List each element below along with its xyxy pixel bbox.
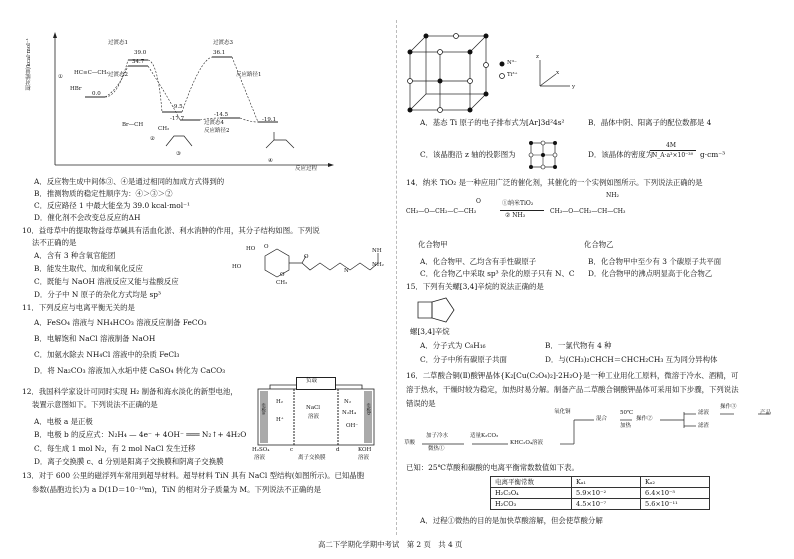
species-4-structure [262, 128, 302, 152]
electrode-b: 电极b [365, 403, 371, 415]
process-flow [404, 404, 784, 460]
membrane-d: d [336, 447, 340, 453]
h2so4-label: H₂SO₄ [252, 447, 270, 453]
species-1: HC≡C—CH₃ [74, 70, 109, 76]
q13-option-a: A．基态 Ti 原子的电子排布式为[Ar]3d²4s² [420, 118, 565, 127]
q14-name-a: 化合物甲 [418, 240, 448, 249]
path1-label: 反应路径1 [236, 72, 262, 78]
path2-label: 反应路径2 [204, 128, 230, 134]
reaction-arrow [500, 210, 544, 211]
legend-n-marker [498, 60, 506, 68]
species-3-structure [162, 128, 202, 152]
species-3-num: ③ [176, 151, 181, 157]
cell-diagram [250, 377, 382, 463]
legend-ti: Ti³⁺ [507, 72, 518, 78]
flow-residue: 滤渣 [698, 423, 710, 429]
table-header: Kₐ₁ [572, 477, 641, 488]
spiro-octane-structure [414, 296, 464, 326]
q10-o-3: O [304, 254, 309, 260]
q10-o-1: O [264, 244, 269, 250]
q9-option-a: A．反应物生成中间体③、④是通过相同的加成方式得到的 [34, 177, 225, 186]
q10-option-c: C．既能与 NaOH 溶液反应又能与盐酸反应 [34, 277, 179, 286]
q12-stem: 12．我国科学家设计可同时实现 H₂ 制备和海水淡化的新型电池， [22, 387, 238, 396]
nacl-sol-label: 溶液 [308, 414, 320, 420]
q13-stem: 13．对于 600 公里的磁浮列车常用到超导材料。超导材料 TiN 具有 NaCl 型结构(如图所示)。已知晶胞 [22, 471, 365, 480]
q14-name-b: 化合物乙 [584, 240, 614, 249]
q16-stem: 16．二草酸合铜(Ⅱ)酸钾晶体{K₂[Cu(C₂O₄)₂]·2H₂O}是一种工业用化工原料，微溶于冷水、酒精，可 [406, 371, 739, 380]
q14-stem: 14．纳米 TiO₂ 是一种应用广泛的催化剂，其催化的一个实例如图所示。下列说法正确的是 [406, 178, 703, 187]
q13-stem-2: 参数(晶胞边长)为 a D(1D＝10⁻¹⁰m)，TiN 的相对分子质量为 M。下列说法不正确的是 [32, 485, 322, 494]
nacl-label: NaCl [306, 405, 321, 411]
species-2-formula: Br—CH [122, 122, 144, 128]
axis-z: z [536, 54, 539, 60]
q10-molecule-structure [240, 238, 390, 293]
q11-option-c: C．加氨水除去 NH₄Cl 溶液中的杂质 FeCl₃ [34, 350, 180, 359]
q10-ho-2: HO [232, 264, 242, 270]
q10-option-b: B．能发生取代、加成和氧化反应 [34, 264, 143, 273]
q15-stem: 15．下列有关螺[3,4]辛烷的说法正确的是 [406, 282, 544, 291]
q13-option-c: C．该晶胞沿 z 轴的投影图为 [420, 150, 516, 159]
q12-option-c: C．每生成 1 mol N₂，有 2 mol NaCl 发生迁移 [34, 444, 196, 453]
level-36: 36.1 [213, 50, 226, 56]
page-footer: 高二下学期化学期中考试 第 2 页 共 4 页 [318, 540, 463, 549]
species-4-num: ④ [268, 158, 273, 164]
h2so4-sol: 溶液 [254, 455, 266, 461]
flow-water: 加子冷水 [426, 433, 449, 439]
q11-option-a: A．FeSO₄ 溶液与 NH₄HCO₃ 溶液反应制备 FeCO₃ [34, 318, 207, 327]
table-cell: 6.4×10⁻⁵ [641, 488, 710, 499]
q10-nh2: NH₂ [372, 262, 384, 268]
n2h4-label: N₂H₄ [342, 410, 357, 416]
species-hbr: HBr [70, 86, 82, 92]
q10-n: N [344, 268, 349, 274]
q16-stem-2: 溶于热水，干燥时较为稳定，加热时易分解。制备产品二草酸合铜酸钾晶体可采用如下步骤，下列说法 [406, 385, 739, 394]
flow-warm: 微热① [428, 446, 445, 452]
flow-op2: 操作② [636, 416, 653, 422]
table-cell: 5.9×10⁻² [572, 488, 641, 499]
tin-crystal-cell [404, 32, 494, 112]
level-39: 39.0 [134, 50, 147, 56]
table-header: 电离平衡常数 [491, 477, 572, 488]
species-2-num: ② [150, 136, 155, 142]
density-unit: g·cm⁻³ [700, 150, 726, 159]
flow-cuo: 氧化铜 [554, 409, 571, 415]
legend-ti-marker [498, 72, 506, 80]
q9-option-d: D．催化剂不会改变总反应的ΔH [34, 213, 141, 222]
column-divider [396, 20, 397, 535]
flow-product: 产品 [760, 410, 772, 416]
known-text: 已知：25℃草酸和碳酸的电离平衡常数数值如下表。 [406, 463, 579, 472]
table-cell: 4.5×10⁻⁷ [572, 499, 641, 510]
level-34: 34.7 [132, 59, 145, 65]
ts3-label: 过渡态3 [213, 40, 233, 46]
flow-khc2o4: KHC₂O₄溶液 [510, 440, 544, 446]
koh-sol: 溶液 [358, 455, 370, 461]
q15-option-b: B．一氯代物有 4 种 [545, 341, 612, 350]
flow-mix: 混合 [596, 416, 608, 422]
q11-option-d: D．将 Na₂CO₃ 溶液加入水垢中使 CaSO₄ 转化为 CaCO₃ [34, 366, 226, 375]
q14-option-a: A．化合物甲、乙均含有手性碳原子 [420, 257, 537, 266]
flow-filtrate: 滤液 [698, 410, 710, 416]
q10-nh: NH [372, 248, 382, 254]
flow-oxalic: 草酸 [404, 440, 416, 446]
q10-option-a: A．含有 3 种含氧官能团 [34, 251, 116, 260]
flow-k2co3: 适量K₂CO₃ [470, 433, 499, 439]
q14-compound-b: CH₃—O—CH₂—CH—CH₃ [550, 208, 626, 215]
level-9: -9.5 [172, 104, 183, 110]
y-axis-label: 相对能量/kcal·mol⁻¹ [26, 38, 32, 91]
q10-ho-1: HO [246, 246, 256, 252]
q15-option-d: D．与(CH₃)₂CHCH＝CHCH₂CH₃ 互为同分异构体 [545, 355, 718, 364]
q13-option-b: B．晶体中阴、阳离子的配位数都是 4 [588, 118, 712, 127]
flow-temp: 50℃ [620, 410, 634, 416]
q16-stem-3: 错误的是 [406, 399, 436, 408]
q14-compound-a: CH₃—O—CH₂—C—CH₃ [406, 208, 477, 215]
q11-stem: 11．下列反应与电离平衡无关的是 [22, 303, 135, 312]
q14-option-c: C．化合物乙中采取 sp³ 杂化的原子只有 N、C [420, 269, 575, 278]
ts2-label: 过渡态2 [108, 72, 128, 78]
q16-option-a: A．过程①微热的目的是加快草酸溶解，但会使草酸分解 [420, 516, 603, 525]
q12-option-d: D．离子交换膜 c、d 分别是阳离子交换膜和阴离子交换膜 [34, 457, 224, 466]
flow-heat: 加热 [620, 423, 632, 429]
table-cell: H₂CO₃ [491, 499, 572, 510]
table-cell: H₂C₂O₄ [491, 488, 572, 499]
species-2-ch2: CH₂ [158, 126, 170, 132]
q10-stem: 10．益母草中的提取物益母草碱具有活血化淤、利水消肿的作用，其分子结构如图。下列说 [22, 226, 320, 235]
q15-name: 螺[3,4]辛烷 [410, 327, 450, 336]
q10-stem-2: 法不正确的是 [32, 238, 77, 247]
q14-cond1: ①纳米TiO₂ [502, 200, 534, 207]
n2-label: N₂ [344, 399, 352, 405]
table-row [491, 488, 710, 499]
q14-nh2: NH₂ [606, 192, 619, 199]
q14-o: O [476, 198, 481, 205]
q10-o-2: O [280, 272, 285, 278]
q14-option-b: B．化合物甲中至少有 3 个碳原子共平面 [588, 257, 722, 266]
density-numerator: 4M [666, 142, 676, 149]
q13-option-d: D．该晶体的密度为 [588, 150, 654, 159]
level-0: 0.0 [92, 91, 101, 97]
q15-option-a: A．分子式为 C₈H₁₆ [420, 341, 486, 350]
axis-y: y [572, 84, 576, 90]
membrane-c: c [290, 447, 294, 453]
species-1-num: ① [58, 74, 63, 80]
ts1-label: 过渡态1 [108, 40, 128, 46]
projection-figure [528, 140, 558, 170]
h2-label: H₂ [276, 399, 284, 405]
q10-ch3: CH₃ [276, 280, 288, 286]
q9-option-b: B．推测物质的稳定性顺序为：④＞③＞② [34, 189, 173, 198]
q11-option-b: B．电解饱和 NaCl 溶液制备 NaOH [34, 334, 156, 343]
density-denominator: N_A·a³×10⁻³⁰ [652, 152, 694, 159]
hplus-label: H⁺ [276, 417, 284, 423]
level-19: -19.1 [262, 117, 277, 123]
q9-option-c: C．反应路径 1 中最大能垒为 39.0 kcal·mol⁻¹ [34, 201, 190, 210]
table-header-row [491, 477, 710, 488]
table-header: Kₐ₂ [641, 477, 710, 488]
table-row [491, 499, 710, 510]
axis-x: x [556, 70, 560, 76]
q14-cond2: ② NH₃ [505, 212, 526, 219]
membrane-label: 离子交换膜 [298, 455, 326, 461]
q10-option-d: D．分子中 N 原子的杂化方式均是 sp³ [34, 290, 162, 299]
x-axis-label: 反应过程 [295, 166, 318, 172]
oh-label: OH⁻ [346, 423, 359, 429]
q12-stem-2: 装置示意图如下。下列说法不正确的是 [32, 400, 158, 409]
q12-option-a: A．电极 a 是正极 [34, 417, 93, 426]
constants-table [490, 476, 710, 510]
q12-option-b: B．电极 b 的反应式：N₂H₄ — 4e⁻ + 4OH⁻ ═══ N₂↑+ 4H₂O [34, 430, 247, 439]
q14-option-d: D．化合物甲的沸点明显高于化合物乙 [588, 269, 713, 278]
fraction-bar [650, 150, 696, 151]
ts4-label: 过渡态4 [204, 120, 224, 126]
level-17: -17.7 [170, 116, 185, 122]
electrode-a: 电极a [260, 403, 266, 415]
legend-n: N³⁻ [507, 60, 517, 66]
flow-op3: 操作③ [720, 404, 737, 410]
load-label: 负载 [306, 378, 318, 384]
q15-option-c: C．分子中所有碳原子共面 [420, 355, 507, 364]
level-14: -14.5 [214, 112, 229, 118]
table-cell: 5.6×10⁻¹¹ [641, 499, 710, 510]
koh-label: KOH [358, 447, 372, 453]
